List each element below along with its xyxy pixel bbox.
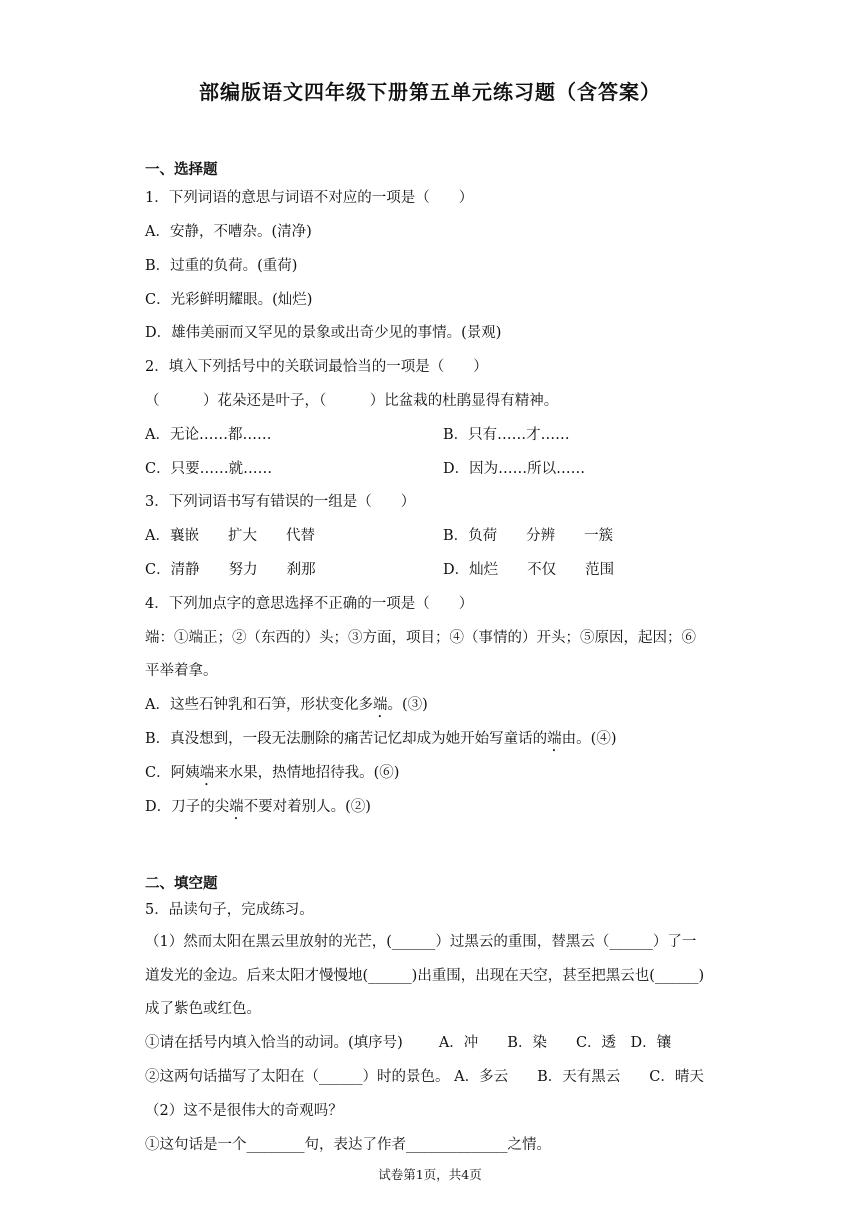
sub-1-label: ①请在括号内填入恰当的动词。(填序号) — [145, 1035, 403, 1051]
option-c-text: C．阿姨 — [145, 765, 200, 781]
question-5-passage-line-2: 道发光的金边。后来太阳才慢慢地(______)出重围，出现在天空，甚至把黑云也(______) — [145, 968, 705, 984]
question-3-option-b: B．负荷 分辨 一簇 — [443, 528, 614, 544]
option-d-note: 不要对着别人。(②) — [243, 799, 371, 815]
option-a-text: A．这些石钟乳和石笋，形状变化多 — [145, 697, 373, 713]
question-1-option-d: D．雄伟美丽而又罕见的景象或出奇少见的事情。(景观) — [145, 325, 502, 341]
question-1-option-b: B．过重的负荷。(重荷) — [145, 258, 298, 274]
question-5-passage-line-1: （1）然而太阳在黑云里放射的光芒，(______）过黑云的重围，替黑云（______）了一 — [145, 934, 697, 950]
question-5-sub-2: ②这两句话描写了太阳在（______）时的景色。 A．多云 B．天有黑云 C．晴天 — [145, 1069, 704, 1085]
question-4-option-b — [145, 727, 616, 755]
option-a-note: 。(③) — [387, 697, 428, 713]
section-heading-fill: 二、填空题 — [145, 876, 218, 892]
page-title: 部编版语文四年级下册第五单元练习题（含答案） — [199, 80, 661, 104]
question-1-stem: 1．下列词语的意思与词语不对应的一项是（ ） — [145, 190, 474, 206]
question-4-definition-line-1: 端：①端正；②（东西的）头；③方面，项目；④（事情的）开头；⑤原因，起因；⑥ — [145, 630, 696, 646]
question-3-option-d: D．灿烂 不仅 范围 — [443, 562, 615, 578]
option-d-text: D．刀子的尖 — [145, 799, 230, 815]
dotted-char: 端 — [199, 765, 215, 781]
question-1-option-c: C．光彩鲜明耀眼。(灿烂) — [145, 292, 313, 308]
question-2-stem: 2．填入下列括号中的关联词最恰当的一项是（ ） — [145, 359, 488, 375]
option-c-note: 来水果，热情地招待我。(⑥) — [214, 765, 400, 781]
question-5-passage-2: （2）这不是很伟大的奇观吗？ — [145, 1103, 343, 1119]
question-5-stem: 5．品读句子，完成练习。 — [145, 902, 314, 918]
option-b-note: 由。(④) — [561, 731, 617, 747]
page-footer: 试卷第1页，共4页 — [378, 1167, 482, 1182]
question-4-option-a — [145, 693, 428, 721]
question-4-option-c — [145, 761, 399, 789]
question-4-definition-line-2: 平举着拿。 — [145, 663, 218, 679]
question-5-sub-3: ①这句话是一个________句，表达了作者______________之情。 — [145, 1137, 551, 1153]
question-2-option-a: A．无论……都…… — [145, 427, 272, 443]
question-2-option-d: D．因为……所以…… — [443, 461, 586, 477]
question-3-stem: 3．下列词语书写有错误的一组是（ ） — [145, 494, 416, 510]
question-4-option-d — [145, 795, 371, 823]
question-1-option-a: A．安静，不嘈杂。(清净) — [145, 224, 312, 240]
dotted-char: 端 — [229, 799, 244, 815]
question-5-passage-line-3: 成了紫色或红色。 — [145, 1001, 261, 1017]
sub-1-options: A．冲 B．染 C．透 D．镶 — [438, 1035, 672, 1051]
question-4-stem: 4．下列加点字的意思选择不正确的一项是（ ） — [145, 596, 474, 612]
option-b-text: B．真没想到，一段无法删除的痛苦记忆却成为她开始写童话的 — [145, 731, 548, 747]
section-heading-choice: 一、选择题 — [145, 162, 218, 178]
question-2-option-b: B．只有……才…… — [443, 427, 570, 443]
question-2-option-c: C．只要……就…… — [145, 461, 273, 477]
dotted-char: 端 — [372, 697, 388, 713]
question-3-option-a: A．襄嵌 扩大 代替 — [145, 528, 315, 544]
question-3-option-c: C．清静 努力 刹那 — [145, 562, 316, 578]
question-5-sub-1 — [145, 1031, 671, 1052]
question-2-sentence: （ ）花朵还是叶子，（ ）比盆栽的杜鹃显得有精神。 — [145, 393, 559, 409]
dotted-char: 端 — [547, 731, 562, 747]
